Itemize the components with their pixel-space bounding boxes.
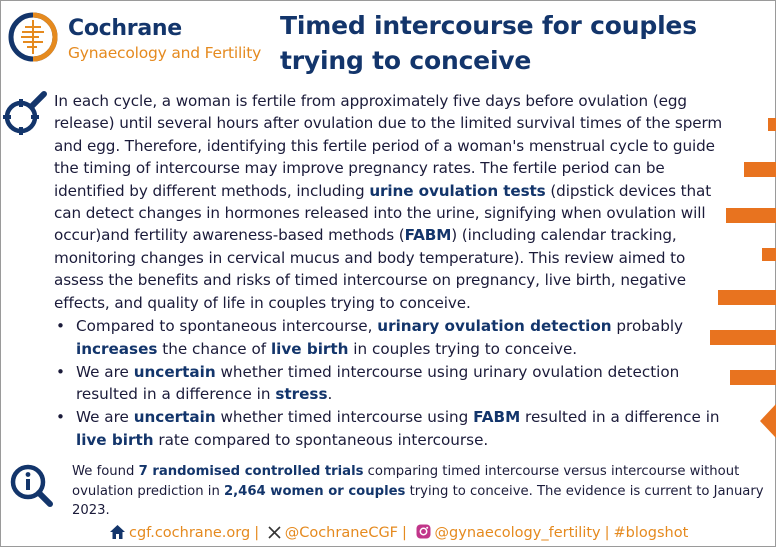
- decorative-bar: [726, 208, 776, 223]
- text-run: whether timed intercourse using urinary ovulation detection resulted in a difference in: [76, 362, 680, 404]
- footer-separator: |: [604, 525, 610, 541]
- decorative-bar: [710, 330, 776, 345]
- text-run: trying to conceive. The evidence is current to January 2023.: [72, 483, 764, 519]
- evidence-summary: [72, 462, 772, 521]
- twitter-handle[interactable]: @CochraneCGF: [284, 525, 399, 541]
- decorative-bar: [744, 162, 776, 177]
- emphasis-text: 2,464 women or couples: [224, 483, 406, 499]
- text-run: We found: [72, 464, 139, 479]
- text-run: probably: [611, 317, 684, 335]
- text-run: resulted in a difference in: [520, 408, 720, 427]
- text-run: .: [327, 385, 333, 404]
- emphasis-text: urine ovulation tests: [369, 181, 546, 200]
- bullet-marker: •: [56, 408, 65, 427]
- list-item: [54, 315, 740, 360]
- website-link[interactable]: cgf.cochrane.org: [129, 525, 251, 541]
- footer-links: [110, 524, 688, 541]
- brand-group: Gynaecology and Fertility: [68, 44, 262, 62]
- emphasis-text: stress: [275, 385, 328, 404]
- bullet-text: [76, 363, 679, 404]
- emphasis-text: FABM: [473, 408, 521, 427]
- decorative-bar: [768, 118, 776, 131]
- cochrane-logo-icon: [8, 12, 58, 62]
- emphasis-text: live birth: [76, 430, 154, 449]
- bullet-marker: •: [56, 362, 65, 381]
- footer-separator: |: [402, 525, 407, 541]
- text-run: rate compared to spontaneous intercourse.: [153, 430, 489, 449]
- text-run: Compared to spontaneous intercourse,: [76, 317, 378, 335]
- x-logo-icon: [268, 526, 281, 539]
- decorative-arrow: [760, 404, 776, 438]
- list-item: [54, 406, 740, 451]
- bullet-text: [76, 408, 720, 449]
- text-run: whether timed intercourse using: [215, 408, 474, 427]
- text-run: We are: [76, 408, 134, 427]
- instagram-handle[interactable]: @gynaecology_fertility: [434, 525, 601, 541]
- text-run: We are: [76, 362, 134, 381]
- decorative-bar: [762, 248, 776, 261]
- text-run: In each cycle, a woman is fertile from approximately five days before ovulation (egg release) until several hours after ovulation due to the limited survival times of the sperm and egg. Therefore, identifying this fertile period of a woman's menstrual cycle to guide the timing of intercourse may improve pregnancy rates. The fertile period can be identified by different methods, including: [54, 92, 723, 200]
- bullet-marker: •: [56, 317, 65, 335]
- text-run: in couples trying to conceive.: [348, 339, 578, 358]
- emphasis-text: uncertain: [133, 362, 216, 381]
- instagram-icon: [416, 524, 431, 539]
- decorative-bar: [730, 370, 776, 385]
- text-run: ) (including calendar tracking, monitoring changes in cervical mucus and body temperature). This review aimed to assess the benefits and risks of timed intercourse on pregnancy, live birth, negative effects, and quality of life in couples trying to conceive.: [54, 226, 687, 312]
- text-run: (dipstick devices that can detect changes in hormones released into the urine, signifying when ovulation will occur)and fertility awareness-based methods (: [54, 181, 712, 245]
- bullet-text: [76, 317, 683, 358]
- page-title: Timed intercourse for couples trying to conceive: [280, 11, 697, 75]
- emphasis-text: FABM: [404, 226, 452, 245]
- brand-name: Cochrane: [68, 16, 182, 41]
- info-magnifier-icon: [10, 464, 54, 508]
- emphasis-text: uncertain: [133, 408, 216, 427]
- intro-paragraph: [54, 90, 734, 314]
- emphasis-text: 7 randomised controlled trials: [138, 464, 364, 479]
- text-run: comparing timed intercourse versus intercourse without ovulation prediction in: [72, 464, 740, 499]
- hashtag[interactable]: #blogshot: [613, 525, 689, 541]
- footer-separator: |: [254, 525, 260, 541]
- list-item: [54, 361, 740, 406]
- emphasis-text: urinary ovulation detection: [377, 317, 612, 335]
- emphasis-text: live birth: [270, 339, 349, 358]
- magnifier-target-icon: [2, 90, 50, 138]
- key-findings-list: [54, 315, 740, 452]
- decorative-bar: [718, 290, 776, 305]
- text-run: the chance of: [157, 339, 271, 358]
- emphasis-text: increases: [76, 339, 158, 358]
- home-icon: [110, 525, 125, 539]
